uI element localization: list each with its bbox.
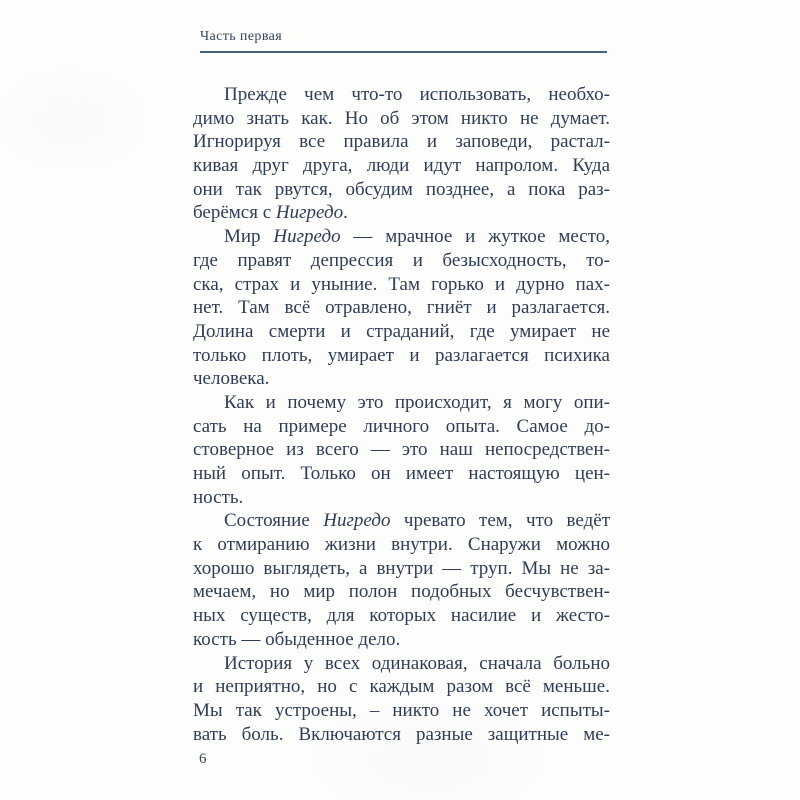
text-segment: ска, страх и уныние. Там горько и дурно пах- xyxy=(193,273,610,295)
text-line xyxy=(193,225,610,249)
text-line xyxy=(193,533,610,557)
header-rule xyxy=(200,51,607,53)
text-segment: кость — обыденное дело. xyxy=(193,628,401,650)
text-line xyxy=(193,201,610,225)
text-segment: хорошо выглядеть, а внутри — труп. Мы не за- xyxy=(193,557,610,579)
text-line xyxy=(193,580,610,604)
text-line xyxy=(193,628,610,652)
italic-term: Нигредо xyxy=(275,202,344,224)
text-line xyxy=(193,391,610,415)
text-line xyxy=(193,462,610,486)
text-segment: димо знать как. Но об этом никто не думает. xyxy=(193,107,610,129)
page-number: 6 xyxy=(199,751,207,767)
text-line xyxy=(193,367,610,391)
text-line xyxy=(193,509,610,533)
text-line xyxy=(193,344,610,368)
text-line xyxy=(193,438,610,462)
text-line xyxy=(193,557,610,581)
text-line xyxy=(193,486,610,510)
text-line xyxy=(193,652,610,676)
text-line xyxy=(193,320,610,344)
paragraph xyxy=(193,225,610,391)
text-line xyxy=(193,604,610,628)
text-segment: Состояние xyxy=(224,510,324,532)
text-segment: берёмся с xyxy=(193,202,276,224)
text-line xyxy=(193,130,610,154)
text-segment: и неприятно, но с каждым разом всё меньше. xyxy=(193,676,610,698)
text-segment: Мы так устроены, – никто не хочет испыты- xyxy=(193,699,610,721)
text-line xyxy=(193,154,610,178)
italic-term: Нигредо xyxy=(273,226,341,248)
text-line xyxy=(193,273,610,297)
paragraph xyxy=(193,391,610,509)
italic-term: Нигредо xyxy=(323,510,391,532)
text-segment: мечаем, но мир полон подобных бесчувствен- xyxy=(193,581,610,603)
text-line xyxy=(193,675,610,699)
page-body xyxy=(193,83,610,746)
text-segment: Прежде чем что-то использовать, необхо- xyxy=(224,84,610,105)
text-line xyxy=(193,699,610,723)
text-line xyxy=(193,249,610,273)
text-segment: ных существ, для которых насилие и жесто- xyxy=(193,605,610,627)
text-line xyxy=(193,107,610,131)
text-segment: они так рвутся, обсудим позднее, а пока раз- xyxy=(193,178,610,200)
text-segment: История у всех одинаковая, сначала больно xyxy=(224,652,610,674)
text-segment: человека. xyxy=(193,368,270,390)
running-title: Часть первая xyxy=(200,29,283,44)
paragraph xyxy=(193,652,610,747)
text-line xyxy=(193,723,610,747)
text-segment: где правят депрессия и безысходность, то- xyxy=(193,249,610,271)
text-segment: ность. xyxy=(193,486,244,508)
paragraph xyxy=(193,509,610,651)
text-line xyxy=(193,415,610,439)
text-segment: нет. Там всё отравлено, гниёт и разлагается. xyxy=(193,297,610,319)
text-segment: только плоть, умирает и разлагается психика xyxy=(193,344,610,366)
text-line xyxy=(193,178,610,202)
text-line xyxy=(193,83,610,107)
text-segment: Как и почему это происходит, я могу опи- xyxy=(224,391,610,413)
text-segment: . xyxy=(343,202,348,224)
text-segment: стоверное из всего — это наш непосредствен- xyxy=(193,439,610,461)
text-segment: к отмиранию жизни внутри. Снаружи можно xyxy=(193,534,610,556)
paragraph xyxy=(193,83,610,225)
text-segment: вать боль. Включаются разные защитные ме- xyxy=(193,723,610,745)
text-segment: кивая друг друга, люди идут напролом. Куда xyxy=(193,155,610,177)
text-segment: Игнорируя все правила и заповеди, растал- xyxy=(193,131,610,153)
text-segment: ный опыт. Только он имеет настоящую цен- xyxy=(193,463,610,484)
text-segment: сать на примере личного опыта. Самое до- xyxy=(193,415,610,437)
text-line xyxy=(193,296,610,320)
text-segment: — мрачное и жуткое место, xyxy=(340,226,611,248)
text-segment: Мир xyxy=(224,226,274,248)
text-segment: чревато тем, что ведёт xyxy=(390,510,610,532)
text-segment: Долина смерти и страданий, где умирает не xyxy=(193,320,610,342)
